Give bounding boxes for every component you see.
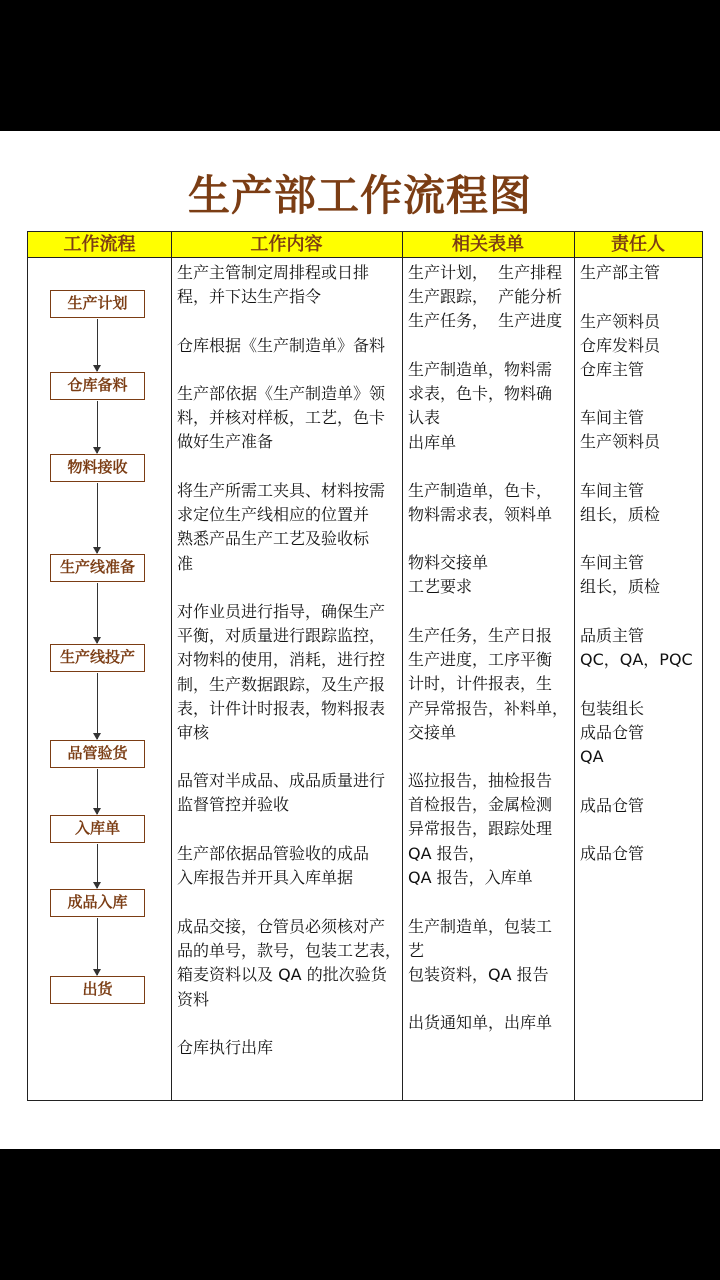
content-text: 生产部依据《生产制造单》领 料，并核对样板，工艺，色卡 做好生产准备	[177, 384, 386, 452]
forms-text: 生产制造单，物料需 求表，色卡，物料确 认表 出库单	[408, 360, 553, 452]
content-text: 仓库根据《生产制造单》备料	[177, 336, 386, 355]
arrow-down-icon	[97, 483, 98, 553]
arrow-down-icon	[97, 583, 98, 643]
flow-step: 成品入库	[50, 889, 145, 917]
header-forms: 相关表单	[452, 234, 524, 255]
forms-text: 生产任务，生产日报 生产进度，工序平衡 计时，计件报表，生 产异常报告，补料单， 交接单	[408, 626, 569, 742]
arrow-down-icon	[97, 673, 98, 739]
flow-step: 物料接收	[50, 454, 145, 482]
content-text: 生产主管制定周排程或日排 程，并下达生产指令	[177, 263, 370, 307]
owner-text: 成品仓管	[580, 796, 645, 815]
page-title: 生产部工作流程图	[187, 171, 532, 220]
header-workflow: 工作流程	[63, 234, 136, 255]
content-text: 将生产所需工夹具、材料按需 求定位生产线相应的位置并 熟悉产品生产工艺及验收标 准	[177, 481, 386, 573]
arrow-down-icon	[97, 918, 98, 975]
header-owner: 责任人	[611, 234, 665, 255]
column-divider	[171, 232, 172, 1100]
column-divider	[574, 232, 575, 1100]
owner-text: 生产部主管	[580, 263, 661, 282]
flow-step: 品管验货	[50, 740, 145, 768]
header-content: 工作内容	[250, 234, 323, 255]
flow-step: 出货	[50, 976, 145, 1004]
content-text: 品管对半成品、成品质量进行 监督管控并验收	[177, 771, 386, 815]
workflow-table	[27, 231, 703, 1101]
owner-text: 车间主管 组长，质检	[580, 553, 661, 597]
flow-step: 仓库备料	[50, 372, 145, 400]
arrow-down-icon	[97, 319, 98, 371]
forms-text: 出货通知单，出库单	[408, 1013, 553, 1032]
flow-step: 生产计划	[50, 290, 145, 318]
content-text: 对作业员进行指导，确保生产 平衡，对质量进行跟踪监控， 对物料的使用，消耗，进行控 制，生产数据跟踪，及生产报 表，计件计时报表，物料报表 审核	[177, 602, 386, 743]
arrow-down-icon	[97, 844, 98, 888]
content-text: 成品交接，仓管员必须核对产 品的单号，款号，包装工艺表， 箱麦资料以及 QA 的批次验货 资料	[177, 917, 402, 1009]
owner-text: 包装组长 成品仓管 QA	[580, 699, 645, 767]
flow-step: 入库单	[50, 815, 145, 843]
owner-text: 生产领料员 仓库发料员 仓库主管	[580, 312, 661, 380]
owner-text: 车间主管 生产领料员	[580, 408, 661, 452]
column-divider	[402, 232, 403, 1100]
forms-text: 巡拉报告，抽检报告 首检报告，金属检测 异常报告，跟踪处理 QA 报告， QA 报告，入库单	[408, 771, 553, 887]
forms-text: 生产制造单，色卡， 物料需求表，领料单	[408, 481, 553, 525]
arrow-down-icon	[97, 401, 98, 453]
arrow-down-icon	[97, 769, 98, 814]
forms-text: 生产制造单，包装工 艺 包装资料，QA 报告	[408, 917, 553, 985]
document-page	[0, 131, 720, 1149]
forms-text: 物料交接单 工艺要求	[408, 553, 489, 597]
owner-text: 车间主管 组长，质检	[580, 481, 661, 525]
owner-text: 成品仓管	[580, 844, 645, 863]
forms-text: 生产计划， 生产排程 生产跟踪， 产能分析 生产任务， 生产进度	[408, 263, 563, 331]
flow-step: 生产线投产	[50, 644, 145, 672]
flow-chart	[28, 258, 171, 1100]
owner-text: 品质主管 QC，QA，PQC	[580, 626, 693, 670]
table-header-row	[28, 232, 702, 258]
content-text: 生产部依据品管验收的成品 入库报告并开具入库单据	[177, 844, 370, 888]
content-text: 仓库执行出库	[177, 1038, 274, 1057]
flow-step: 生产线准备	[50, 554, 145, 582]
